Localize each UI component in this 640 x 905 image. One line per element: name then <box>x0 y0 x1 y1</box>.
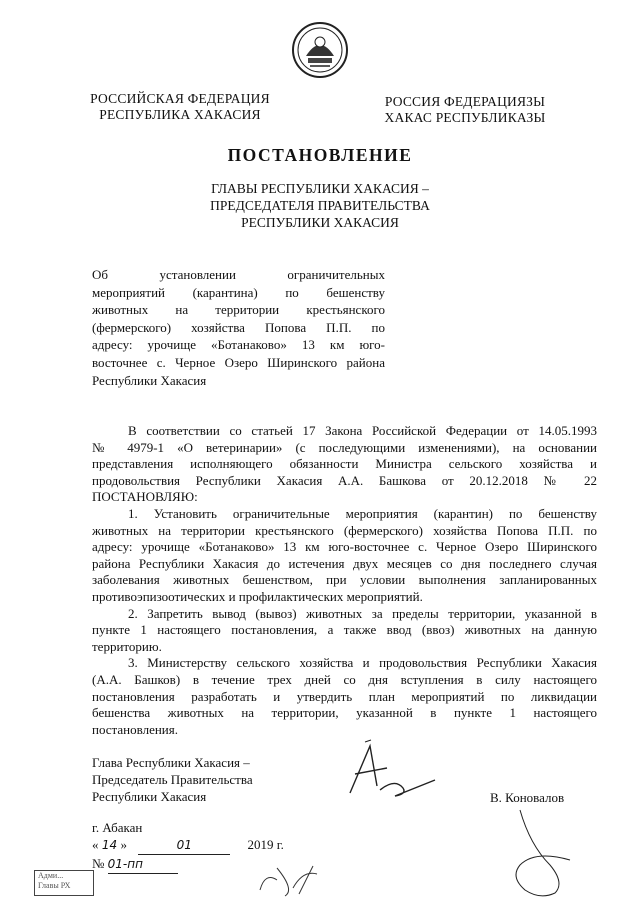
header-right-line: ХАКАС РЕСПУБЛИКАЗЫ <box>384 110 546 125</box>
body-line: В соответствии со статьей 17 Закона Российской Федерации от 14.05.1993 <box>128 423 597 438</box>
header-left-line: РОССИЙСКАЯ ФЕДЕРАЦИЯ <box>90 91 270 106</box>
subject-line: животных на территории крестьянского <box>92 302 385 318</box>
document-body <box>92 423 597 738</box>
city: г. Абакан <box>92 820 143 835</box>
date-month: 01 <box>138 837 230 855</box>
signature-mark-icon <box>325 738 445 808</box>
document-subject <box>92 266 385 389</box>
registration-stamp <box>34 870 94 896</box>
subtitle-line: ПРЕДСЕДАТЕЛЯ ПРАВИТЕЛЬСТВА <box>210 198 430 213</box>
date-day: 14 <box>101 838 118 852</box>
body-line: 2. Запретить вывод (вывоз) животных за пределы территории, указанной в <box>128 605 597 621</box>
paragraph-3 <box>92 655 597 738</box>
signatory-position-line: Республики Хакасия <box>92 789 207 804</box>
body-line: ПОСТАНОВЛЯЮ: <box>92 489 198 505</box>
signatory-name: В. Коновалов <box>490 790 565 805</box>
subject-line: адресу: урочище «Ботанаково» 13 км юго- <box>92 337 385 353</box>
body-line: постановления разработать и утвердить план мероприятий по ликвидации <box>92 688 597 704</box>
handwritten-mark-icon <box>490 805 590 900</box>
subtitle-line: РЕСПУБЛИКИ ХАКАСИЯ <box>241 215 399 230</box>
body-line: постановления. <box>92 721 178 737</box>
subject-line: мероприятий (карантина) по бешенству <box>92 284 385 300</box>
stamp-line: Адми... <box>38 871 64 880</box>
body-line: 1. Установить ограничительные мероприятия (карантин) по бешенству <box>128 505 597 521</box>
body-line: заболевания животных бешенством, при условии выполнения запланированных <box>92 572 597 588</box>
body-line: бешенства животных на территории, указанной в пункте 1 настоящего <box>92 705 597 721</box>
body-line: животных на территории крестьянского (фермерского) хозяйства Попова П.П. по <box>92 522 597 538</box>
body-line: адресу: урочище «Ботанаково» 13 км юго-восточнее с. Черное Озеро Ширинского <box>92 539 597 555</box>
body-line: территорию. <box>92 638 162 654</box>
body-line: пункте 1 настоящего постановления, а также ввод (ввоз) животных на данную <box>92 622 597 638</box>
document-number: 01-пп <box>108 856 178 874</box>
header-left <box>80 91 280 123</box>
subtitle-line: ГЛАВЫ РЕСПУБЛИКИ ХАКАСИЯ – <box>211 181 429 196</box>
paragraph-2 <box>92 606 597 656</box>
body-line: (А.А. Башков) в течение трех дней со дня вступления в силу настоящего <box>92 671 597 687</box>
subject-line: Республики Хакасия <box>92 372 207 388</box>
subject-line: (фермерского) хозяйства Попова П.П. по <box>92 319 385 335</box>
republic-emblem-icon <box>290 20 350 80</box>
date-year: 2019 г. <box>247 837 284 852</box>
document-subtitle <box>170 180 470 231</box>
initials-mark-icon <box>255 860 325 900</box>
date-open-quote: « <box>92 837 99 852</box>
subject-line: Об установлении ограничительных <box>92 267 385 282</box>
header-right-line: РОССИЯ ФЕДЕРАЦИЯЗЫ <box>384 94 546 109</box>
signatory-position-line: Председатель Правительства <box>92 772 253 787</box>
body-line: противоэпизоотических и профилактических мероприятий. <box>92 588 423 604</box>
subject-line: восточнее с. Черное Озеро Ширинского района <box>92 354 385 370</box>
document-title: ПОСТАНОВЛЕНИЕ <box>227 145 413 165</box>
body-line: 3. Министерству сельского хозяйства и продовольствия Республики Хакасия <box>128 655 597 671</box>
body-line: района Республики Хакасия до истечения двух месяцев со дня последнего случая <box>92 555 597 571</box>
header-left-line: РЕСПУБЛИКА ХАКАСИЯ <box>99 107 261 122</box>
date-close-quote: » <box>120 837 127 852</box>
body-line: № 4979-1 «О ветеринарии» (с последующими изменениями), на основании <box>92 439 597 455</box>
body-line: представления исполняющего обязанности Министра сельского хозяйства и <box>92 456 597 472</box>
body-line: продовольствия Республики Хакасия А.А. Башкова от 20.12.2018 № 22 <box>92 472 597 488</box>
number-prefix: № <box>92 856 105 871</box>
paragraph-1 <box>92 506 597 606</box>
stamp-line: Главы РХ <box>38 881 71 890</box>
signatory-position-line: Глава Республики Хакасия – <box>92 755 250 770</box>
date-line <box>92 836 352 855</box>
signatory-position <box>92 754 312 805</box>
header-right <box>370 94 560 126</box>
paragraph-intro <box>92 423 597 506</box>
